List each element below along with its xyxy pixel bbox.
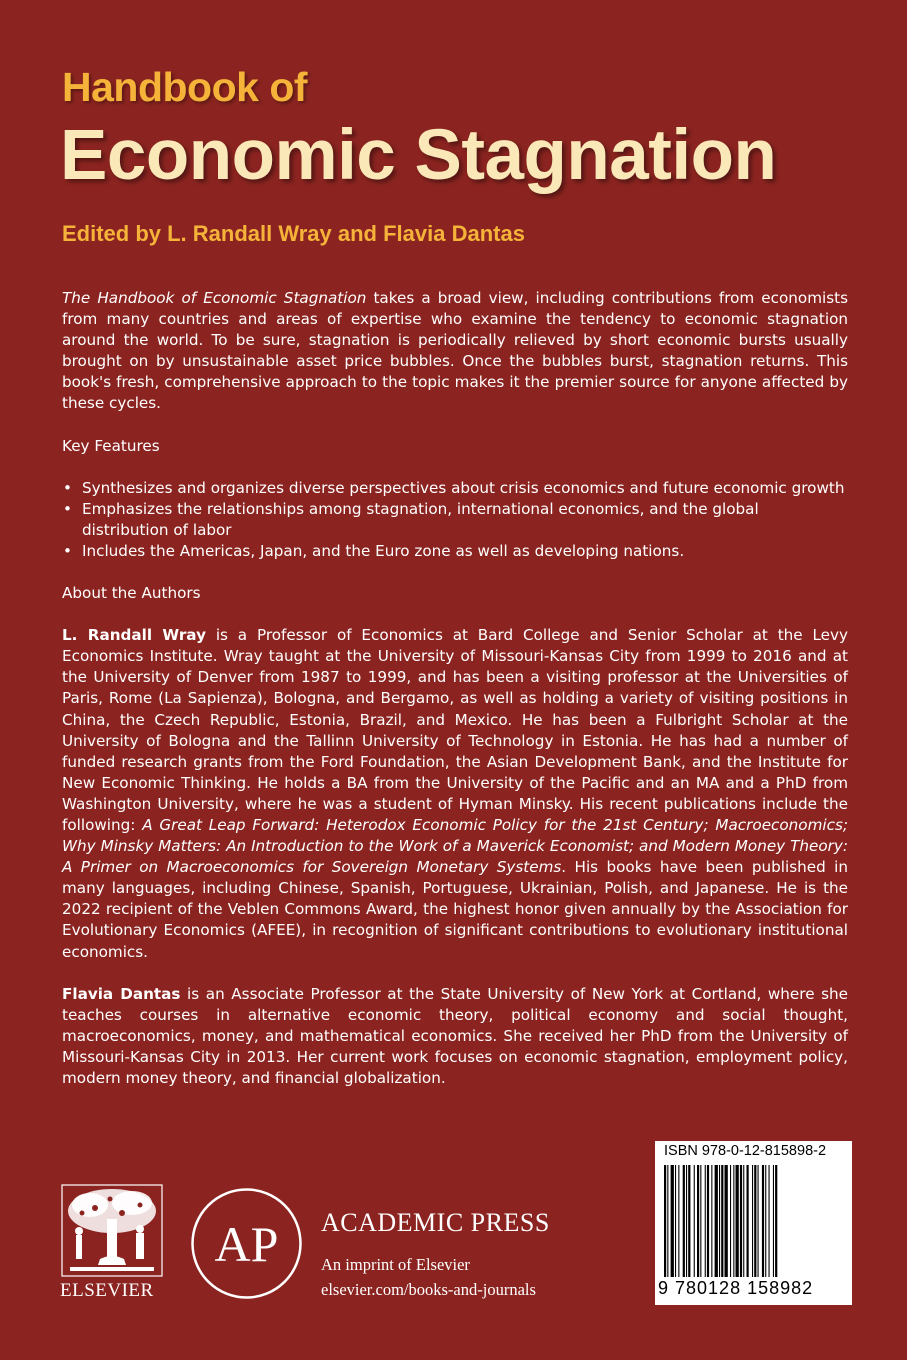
intro-paragraph [62, 288, 848, 415]
book-title: Economic Stagnation [60, 116, 777, 195]
publisher-url[interactable]: elsevier.com/books-and-journals [321, 1280, 536, 1299]
barcode-bar [762, 1165, 764, 1277]
ap-monogram: AP [214, 1216, 279, 1272]
list-item: • Emphasizes the relationships among stagnation, international economics, and the global distribution of labor [82, 499, 848, 541]
dantas-bio-text: is an Associate Professor at the State University of New York at Cortland, where she teaches courses in alternative economic theory, political economy and social thought, macroeconomics, money, and mathematical economics. She received her PhD from the University of Missouri-Kansas City in 2013. Her current work focuses on economic stagnation, employment policy, modern money theory, and financial globalization. [62, 984, 849, 1087]
barcode-bar [705, 1165, 706, 1277]
isbn-label: ISBN 978-0-12-815898-2 [664, 1143, 827, 1159]
barcode-icon [664, 1165, 844, 1277]
list-item: • Includes the Americas, Japan, and the Euro zone as well as developing nations. [82, 541, 848, 562]
barcode-bar [678, 1165, 679, 1277]
key-features-list [62, 478, 848, 562]
intro-book-title: The Handbook of Economic Stagnation [62, 289, 367, 307]
wray-bio [62, 625, 848, 963]
intro-text: takes a broad view, including contributions from economists from many countries and areas of expertise who examine the tendency to economic stagnation around the world. To be sure, stagnation is periodically relieved by short economic bursts usually brought on by unsustainable asset price bubbles. Once the bubbles burst, stagnation returns. This book's fresh, comprehensive approach to the topic makes it the premier source for anyone affected by these cycles. [62, 289, 848, 413]
barcode-bar [747, 1165, 749, 1277]
barcode-bar [754, 1165, 756, 1277]
barcode-bar [667, 1165, 668, 1277]
barcode-bar [664, 1165, 666, 1277]
barcode-bar [683, 1165, 685, 1277]
barcode-bar [769, 1165, 770, 1277]
barcode-bar [719, 1165, 720, 1277]
barcode-bar [733, 1165, 734, 1277]
barcode-bar [671, 1165, 674, 1277]
wray-publications: A Great Leap Forward: Heterodox Economic Policy for the 21st Century; Macroeconomics; Why Minsky Matters: An Introduction to the Work of a Maverick Economist; and Modern Money Theory: A Primer on Macroeconomics for Sovereign Monetary Systems [62, 815, 848, 877]
barcode-bar [758, 1165, 759, 1277]
editors-line: Edited by L. Randall Wray and Flavia Dantas [62, 221, 525, 246]
barcode-bar [765, 1165, 766, 1277]
barcode-bar [694, 1165, 695, 1277]
barcode-digits: 9 780128 158982 [658, 1278, 814, 1298]
dantas-bio [62, 984, 848, 1089]
barcode-panel [655, 1141, 852, 1305]
dantas-name: Flavia Dantas [62, 984, 181, 1003]
wray-bio-text-2: . His books have been published in many languages, including Chinese, Spanish, Portuguese, Ukrainian, Polish, and Japanese. He is the 2022 recipient of the Veblen Commons Award, the highest honor given annually by the Association for Evolutionary Economics (AFEE), in recognition of significant contributions to evolutionary institutional economics. [62, 858, 848, 961]
barcode-bar [725, 1165, 728, 1277]
barcode-bar [707, 1165, 709, 1277]
barcode-bar [711, 1165, 712, 1277]
barcode-bar [743, 1165, 744, 1277]
elsevier-tree-logo [60, 1183, 164, 1278]
barcode-bar [700, 1165, 701, 1277]
barcode-bar [775, 1165, 777, 1277]
title-line-1: Handbook of [62, 64, 308, 110]
barcode-bar [740, 1165, 742, 1277]
barcode-bar [773, 1165, 774, 1277]
barcode-bar [697, 1165, 699, 1277]
barcode-bar [675, 1165, 676, 1277]
wray-name: L. Randall Wray [62, 626, 206, 645]
about-authors-heading: About the Authors [62, 584, 201, 603]
list-item: • Synthesizes and organizes diverse perspectives about crisis economics and future economic growth [82, 478, 848, 499]
academic-press-logo [190, 1187, 303, 1300]
academic-press-name: ACADEMIC PRESS [321, 1208, 550, 1237]
barcode-bar [715, 1165, 718, 1277]
barcode-bar [736, 1165, 739, 1277]
barcode-bar [730, 1165, 731, 1277]
imprint-line: An imprint of Elsevier [321, 1255, 470, 1274]
wray-bio-text-1: is a Professor of Economics at Bard College and Senior Scholar at the Levy Economics Institute. Wray taught at the University of Missouri-Kansas City from 1999 to 2016 and at the University of Denver from 1987 to 1999, and has been a visiting professor at the Universities of Paris, Rome (La Sapienza), Bologna, and Bergamo, as well as holding a variety of visiting positions in China, the Czech Republic, Estonia, Brazil, and Mexico. He has been a Fulbright Scholar at the University of Bologna and the Tallinn University of Technology in Estonia. He has had a number of funded research grants from the Ford Foundation, the Asian Development Bank, and the Institute for New Economic Thinking. He holds a BA from the University of the Pacific and an MA and a PhD from Washington University, where he was a student of Hyman Minsky. His recent publications include the following: [62, 626, 848, 834]
elsevier-wordmark: ELSEVIER [60, 1280, 154, 1301]
barcode-bar [688, 1165, 690, 1277]
barcode-bar [752, 1165, 753, 1277]
barcode-bar [721, 1165, 723, 1277]
key-features-heading: Key Features [62, 436, 160, 455]
back-cover-text [62, 288, 848, 1089]
barcode-bar [686, 1165, 687, 1277]
